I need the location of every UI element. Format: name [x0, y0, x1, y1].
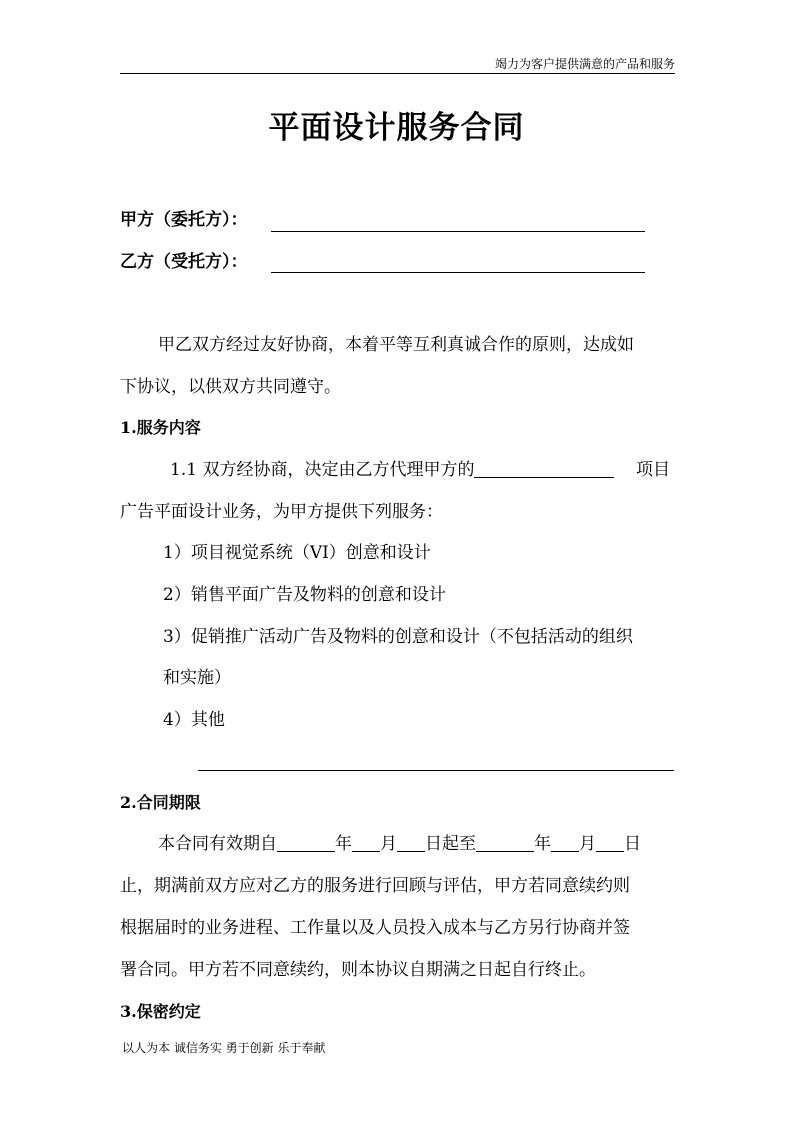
start-month-blank — [352, 833, 380, 852]
other-services-blank — [198, 770, 674, 771]
service-item-2: 2）销售平面广告及物料的创意和设计 — [163, 585, 446, 605]
party-b-blank — [271, 272, 645, 273]
footer-motto: 以人为本 诚信务实 勇于创新 乐于奉献 — [122, 1041, 326, 1055]
end-month-blank — [551, 833, 579, 852]
project-name-blank — [474, 459, 614, 478]
service-item-4: 4）其他 — [163, 710, 225, 730]
service-item-1: 1）项目视觉系统（VI）创意和设计 — [163, 543, 431, 563]
term-day-from: 日起至 — [425, 834, 476, 854]
header-divider — [120, 73, 675, 74]
term-day-end: 日 — [624, 834, 641, 854]
term-month-2: 月 — [579, 834, 596, 854]
section-2-heading: 2.合同期限 — [120, 793, 201, 812]
term-month-1: 月 — [380, 834, 397, 854]
clause-1-1-line-2: 广告平面设计业务，为甲方提供下列服务： — [120, 502, 443, 522]
party-b-label: 乙方（受托方）： — [120, 252, 248, 272]
term-year-2: 年 — [534, 834, 551, 854]
party-a-blank — [271, 231, 645, 232]
end-day-blank — [596, 833, 624, 852]
start-day-blank — [397, 833, 425, 852]
section-1-heading: 1.服务内容 — [120, 418, 201, 437]
clause-1-1 — [170, 458, 614, 482]
service-item-3-cont: 和实施） — [163, 668, 231, 688]
term-line-1 — [158, 832, 641, 856]
intro-line-1: 甲乙双方经过友好协商，本着平等互利真诚合作的原则，达成如 — [158, 335, 634, 355]
document-title: 平面设计服务合同 — [268, 110, 525, 146]
term-start-text: 本合同有效期自 — [158, 834, 277, 854]
term-line-2: 止，期满前双方应对乙方的服务进行回顾与评估，甲方若同意续约则 — [120, 876, 630, 896]
section-3-heading: 3.保密约定 — [120, 1002, 201, 1021]
clause-1-1-suffix: 项目 — [636, 460, 670, 480]
term-line-4: 署合同。甲方若不同意续约，则本协议自期满之日起自行终止。 — [120, 960, 596, 980]
start-year-blank — [277, 833, 335, 852]
end-year-blank — [476, 833, 534, 852]
header-slogan: 竭力为客户提供满意的产品和服务 — [494, 57, 675, 71]
party-a-label: 甲方（委托方）： — [120, 210, 248, 230]
service-item-3: 3）促销推广活动广告及物料的创意和设计（不包括活动的组织 — [163, 627, 633, 647]
term-line-3: 根据届时的业务进程、工作量以及人员投入成本与乙方另行协商并签 — [120, 918, 630, 938]
intro-line-2: 下协议，以供双方共同遵守。 — [120, 377, 341, 397]
term-year-1: 年 — [335, 834, 352, 854]
clause-1-1-prefix: 1.1 双方经协商，决定由乙方代理甲方的 — [170, 460, 475, 480]
